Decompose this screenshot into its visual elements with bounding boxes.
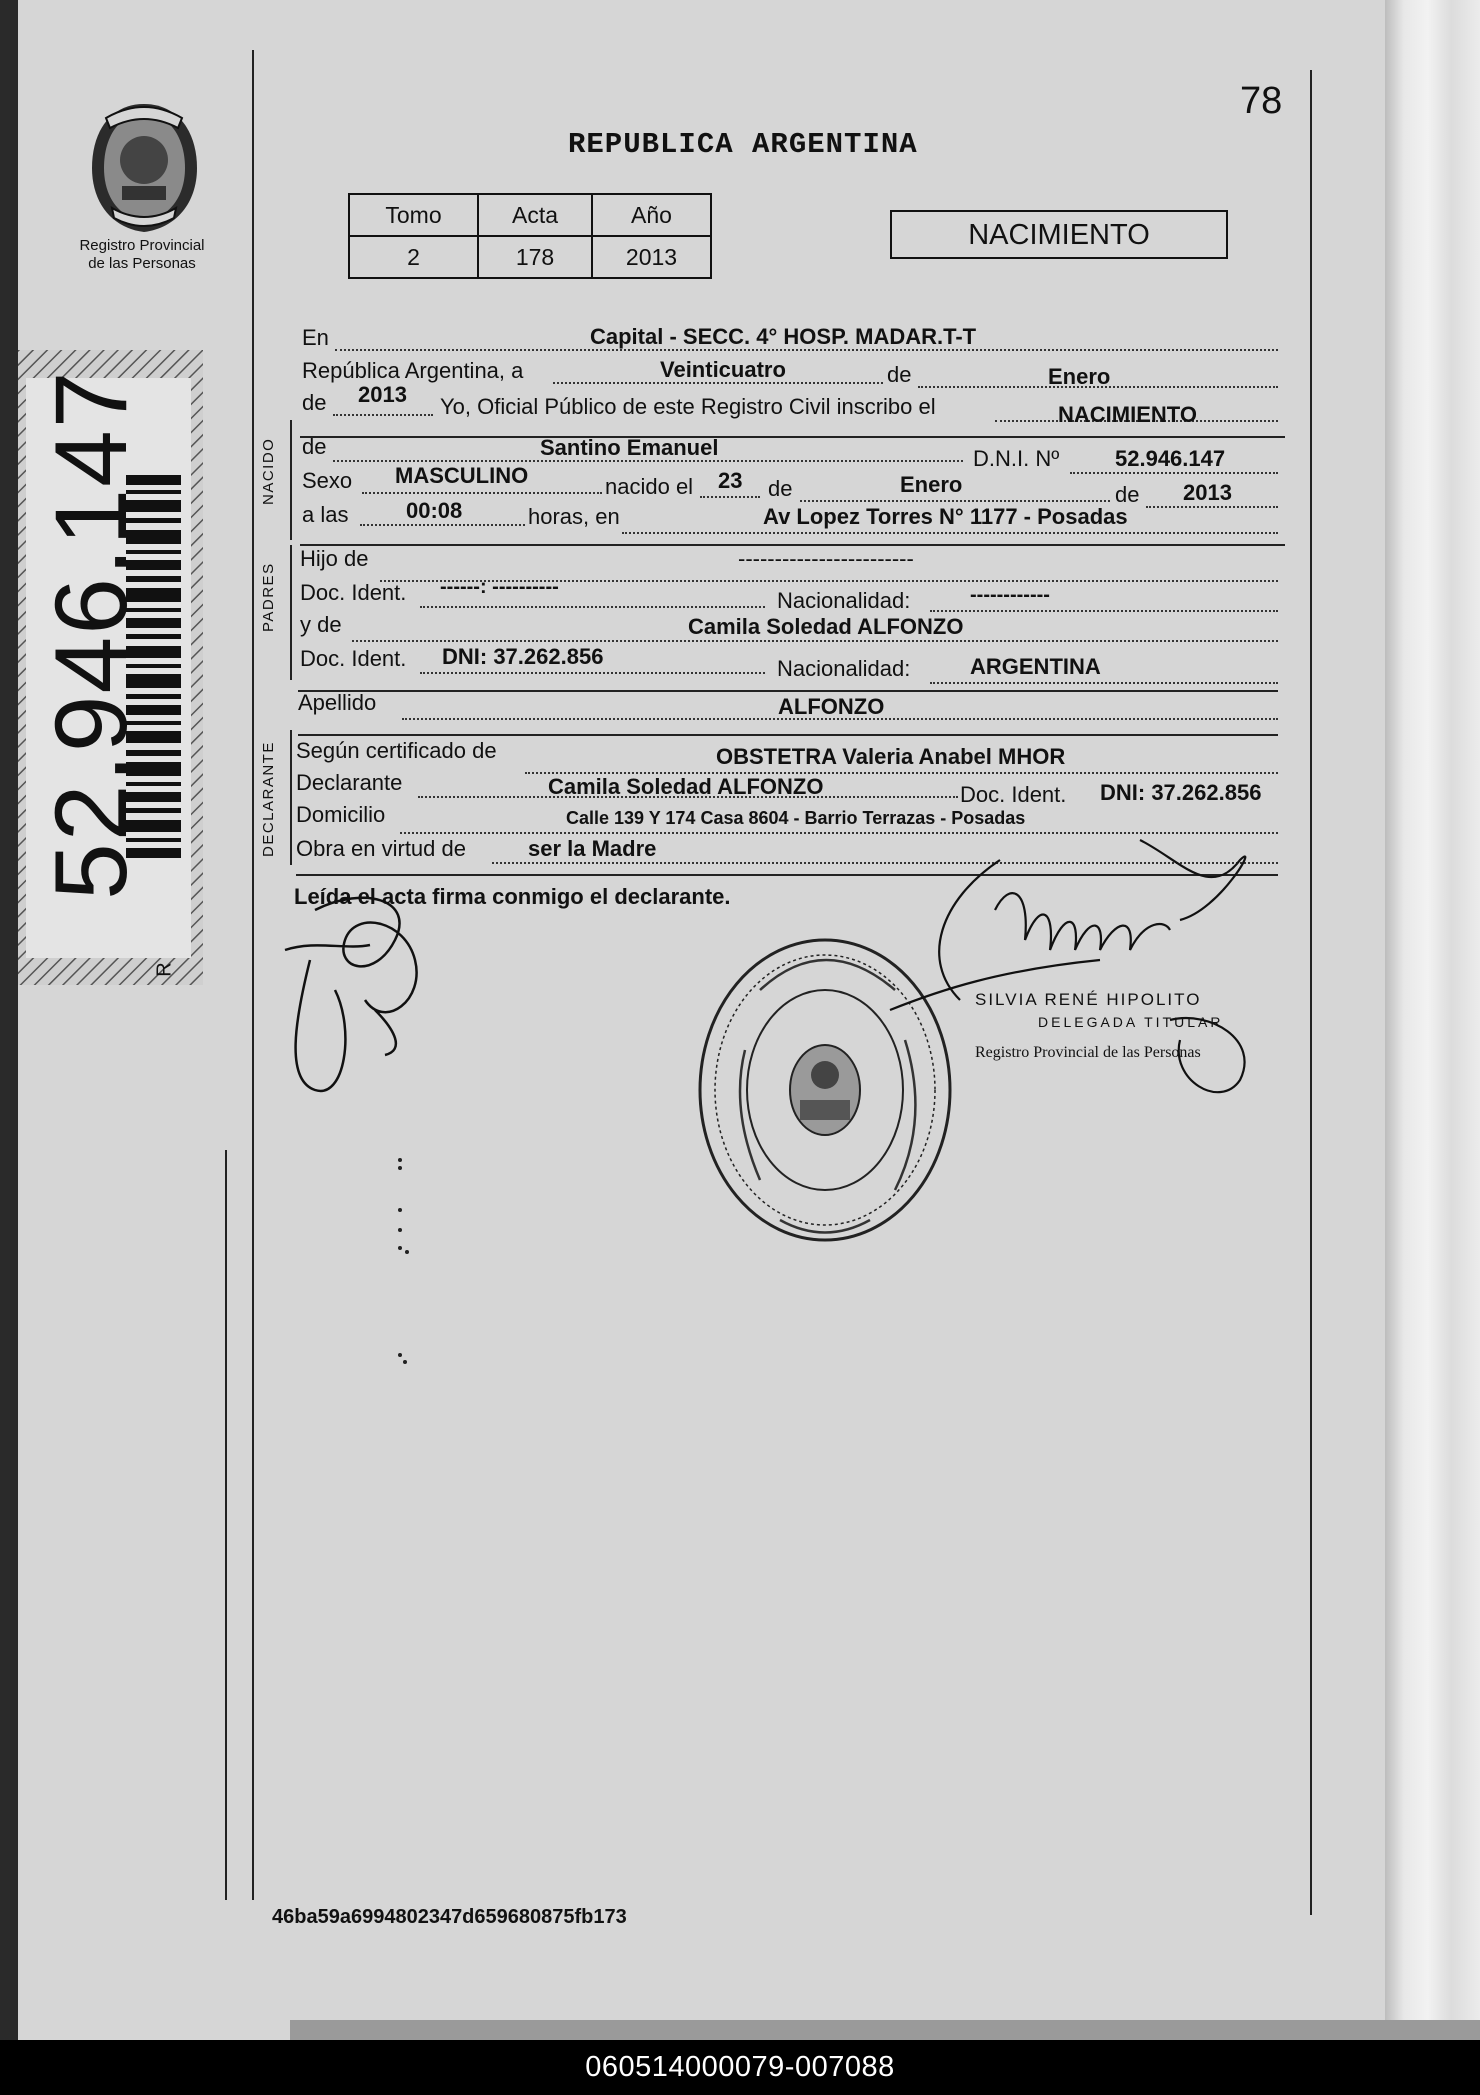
birth-month-value: Enero [900, 472, 963, 497]
acta-header: Acta [478, 194, 592, 236]
horas-en-label: horas, en [528, 504, 620, 529]
de-label-2: de [302, 390, 327, 415]
year-value: 2013 [358, 382, 407, 407]
y-de-label: y de [300, 612, 342, 637]
sexo-value: MASCULINO [395, 463, 529, 488]
mother-nationality-value: ARGENTINA [970, 654, 1101, 679]
dni-dots [1070, 472, 1278, 474]
birth-day-dots [700, 496, 760, 498]
official-signature [880, 820, 1270, 1110]
child-dni-value: 52.946.147 [1115, 446, 1226, 471]
declarant-signature [275, 880, 455, 1100]
ano-header: Año [592, 194, 711, 236]
registry-label-line2: de las Personas [88, 255, 196, 272]
apellido-value: ALFONZO [778, 694, 885, 719]
left-margin-line-lower [225, 1150, 227, 1900]
mother-value: Camila Soledad ALFONZO [688, 614, 964, 639]
mother-dots [352, 640, 1278, 642]
child-name-value: Santino Emanuel [540, 435, 719, 460]
obra-label: Obra en virtud de [296, 836, 466, 861]
mother-doc-value: DNI: 37.262.856 [442, 644, 604, 669]
page-bottom-shadow [290, 2020, 1480, 2040]
father-doc-dots [420, 606, 765, 608]
official-name: SILVIA RENÉ HIPOLITO [975, 990, 1202, 1009]
nacido-de-label: de [302, 434, 327, 459]
birth-month-dots [800, 500, 1110, 502]
section-label-padres: PADRES [260, 562, 277, 632]
declarante-bar [290, 730, 292, 865]
document-hash: 46ba59a6994802347d659680875fb173 [272, 1906, 627, 1928]
birth-day-value: 23 [718, 468, 743, 493]
left-margin-line [252, 50, 254, 1900]
nacido-el-label: nacido el [605, 474, 694, 499]
place-value: Capital - SECC. 4° HOSP. MADAR.T-T [590, 324, 977, 349]
acta-value: 178 [478, 236, 592, 278]
declarante-doc-label: Doc. Ident. [960, 782, 1067, 807]
month-value: Enero [1048, 364, 1111, 389]
record-table [348, 193, 712, 279]
obra-value: ser la Madre [528, 836, 657, 861]
registry-label [62, 237, 222, 273]
birth-time-dots [360, 524, 525, 526]
barcode-edge-letter: R [153, 962, 176, 977]
day-words-value: Veinticuatro [660, 357, 786, 382]
a-las-label: a las [302, 502, 349, 527]
father-nationality-value: ------------ [970, 584, 1050, 606]
padres-rule [298, 690, 1278, 692]
record-type-box: NACIMIENTO [890, 210, 1228, 259]
republica-label: República Argentina, a [302, 358, 524, 383]
father-doc-value: ------: ---------- [440, 576, 559, 598]
page-stack-edge [1385, 0, 1480, 2040]
nacido-de-label-a: de [768, 476, 793, 501]
official-role: DELEGADA TITULAR [1038, 1014, 1224, 1030]
nacido-de-label-b: de [1115, 482, 1140, 507]
apellido-label: Apellido [298, 690, 377, 715]
certificado-label: Según certificado de [296, 738, 497, 763]
de-label-1: de [887, 362, 912, 387]
tomo-header: Tomo [349, 194, 478, 236]
closing-statement: Leída el acta firma conmigo el declarante. [294, 884, 731, 909]
declarante-label: Declarante [296, 770, 403, 795]
birth-time-value: 00:08 [406, 498, 463, 523]
certificado-value: OBSTETRA Valeria Anabel MHOR [716, 744, 1066, 769]
declarante-doc-value: DNI: 37.262.856 [1100, 780, 1262, 805]
official-office: Registro Provincial de las Personas [975, 1044, 1201, 1061]
registry-label-line1: Registro Provincial [79, 237, 205, 254]
sexo-label: Sexo [302, 468, 353, 493]
tomo-value: 2 [349, 236, 478, 278]
province-emblem-icon [82, 98, 207, 238]
domicilio-value: Calle 139 Y 174 Casa 8604 - Barrio Terrazas - Posadas [566, 808, 1026, 828]
en-label: En [302, 325, 329, 350]
year-dots [333, 414, 433, 416]
father-value: ------------------------ [738, 546, 914, 571]
dni-label: D.N.I. Nº [973, 446, 1060, 471]
sexo-dots [362, 492, 602, 494]
act-type-value: NACIMIENTO [1058, 402, 1197, 427]
hijo-de-label: Hijo de [300, 546, 369, 571]
inscribe-text: Yo, Oficial Público de este Registro Civil inscribo el [440, 394, 936, 419]
apellido-rule [298, 734, 1278, 736]
birth-place-dots [622, 532, 1278, 534]
mother-doc-dots [420, 672, 765, 674]
mother-nationality-dots [930, 682, 1278, 684]
section-label-nacido: NACIDO [260, 437, 277, 505]
father-nationality-dots [930, 610, 1278, 612]
scan-left-edge [0, 0, 18, 2040]
father-doc-label: Doc. Ident. [300, 580, 407, 605]
birth-year-value: 2013 [1183, 480, 1232, 505]
section-label-declarante: DECLARANTE [260, 741, 277, 857]
birth-year-dots [1146, 506, 1278, 508]
barcode-number: 52.946.147 [34, 369, 148, 900]
mother-nationality-label: Nacionalidad: [777, 656, 911, 681]
padres-bar [290, 545, 292, 680]
right-margin-line [1310, 70, 1312, 1915]
birth-place-value: Av Lopez Torres N° 1177 - Posadas [763, 504, 1128, 529]
father-nationality-label: Nacionalidad: [777, 588, 911, 613]
nacido-bar [290, 420, 292, 540]
domicilio-label: Domicilio [296, 802, 386, 827]
ano-value: 2013 [592, 236, 711, 278]
declarante-name-value: Camila Soledad ALFONZO [548, 774, 824, 799]
scan-id-bar: 060514000079-007088 [0, 2040, 1480, 2095]
header-rule [300, 436, 1285, 438]
margin-dots [395, 1150, 415, 1370]
page-number: 78 [1240, 80, 1283, 122]
document-title: REPUBLICA ARGENTINA [568, 128, 918, 161]
mother-doc-label: Doc. Ident. [300, 646, 407, 671]
